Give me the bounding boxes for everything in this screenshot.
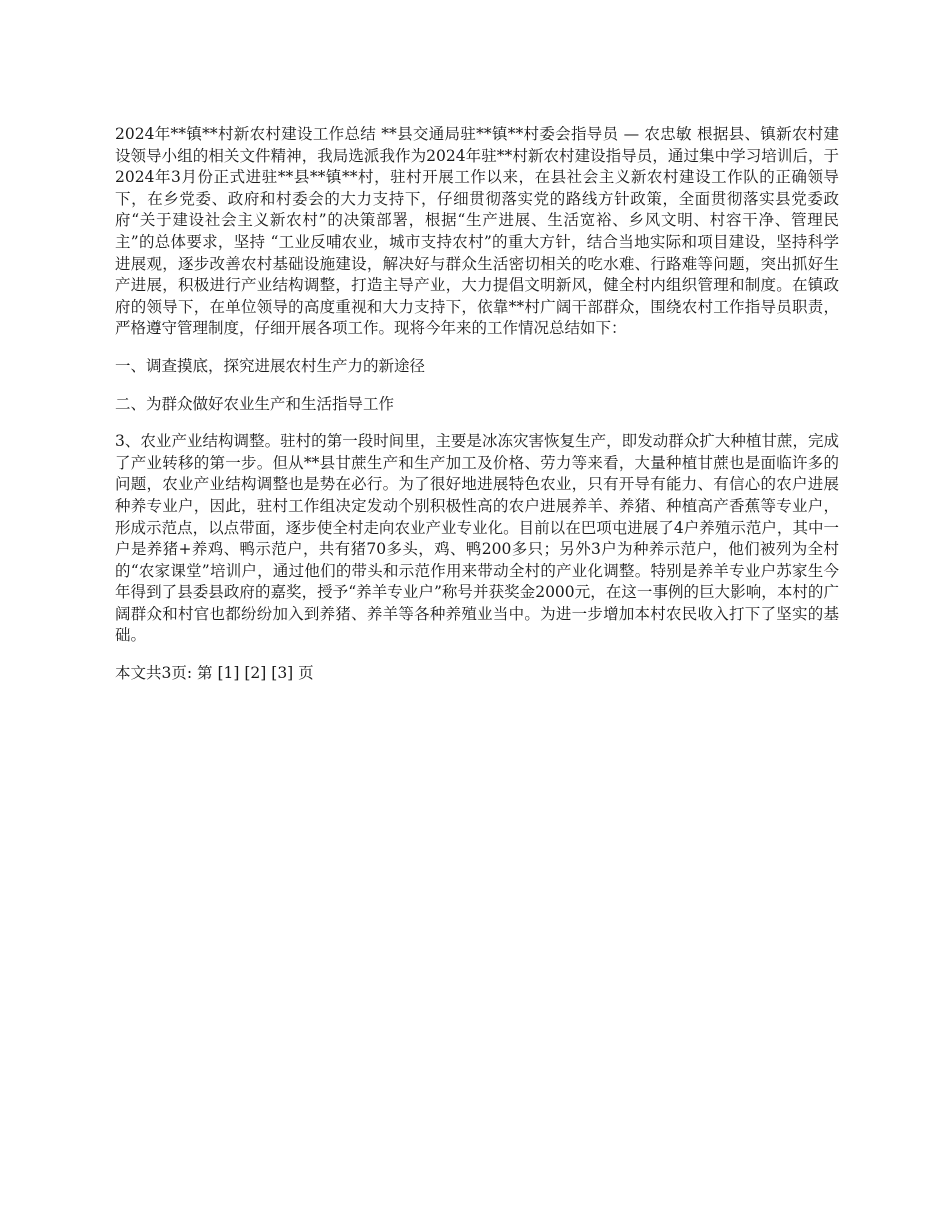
intro-paragraph: 2024年**镇**村新农村建设工作总结 **县交通局驻**镇**村委会指导员 — 农忠敏 根据县、镇新农村建设领导小组的相关文件精神，我局选派我作为2024年驻**村新农村建设指导员，通过集中学习培训后，于2024年3月份正式进驻**县**镇**村，驻村开展工作以来，在县社会主义新农村建设工作队的正确领导下，在乡党委、政府和村委会的大力支持下，仔细贯彻落实党的路线方针政策，全面贯彻落实县党委政府“关于建设社会主义新农村”的决策部署，根据“生产进展、生活宽裕、乡风文明、村容干净、管理民主”的总体要求，坚持 “工业反哺农业，城市支持农村”的重大方针，结合当地实际和项目建设，坚持科学进展观，逐步改善农村基础设施建设，解决好与群众生活密切相关的吃水难、行路难等问题，突出抓好生产进展，积极进行产业结构调整，打造主导产业，大力提倡文明新风，健全村内组织管理和制度。在镇政府的领导下，在单位领导的高度重视和大力支持下，依靠**村广阔干部群众，围绕农村工作指导员职责，严格遵守管理制度，仔细开展各项工作。现将今年来的工作情况总结如下：	[115, 125, 839, 338]
pagination-prefix: 本文共3页: 第	[115, 664, 213, 683]
section-heading-2: 二、为群众做好农业生产和生活指导工作	[115, 394, 395, 413]
page-link-2[interactable]: [2]	[244, 664, 267, 683]
industry-adjustment-paragraph: 3、农业产业结构调整。驻村的第一段时间里，主要是冰冻灾害恢复生产，即发动群众扩大种植甘蔗，完成了产业转移的第一步。但从**县甘蔗生产和生产加工及价格、劳力等来看，大量种植甘蔗也是面临许多的问题，农业产业结构调整也是势在必行。为了很好地进展特色农业，只有开导有能力、有信心的农户进展种养专业户，因此，驻村工作组决定发动个别积极性高的农户进展养羊、养猪、种植高产香蕉等专业户，形成示范点，以点带面，逐步使全村走向农业产业专业化。目前以在巴项屯进展了4户养殖示范户，其中一户是养猪+养鸡、鸭示范户，共有猪70多头，鸡、鸭200多只；另外3户为种养示范户，他们被列为全村的“农家课堂”培训户，通过他们的带头和示范作用来带动全村的产业化调整。特别是养羊专业户苏家生今年得到了县委县政府的嘉奖，授予“养羊专业户”称号并获奖金2000元，在这一事例的巨大影响，本村的广阔群众和村官也都纷纷加入到养猪、养羊等各种养殖业当中。为进一步增加本村农民收入打下了坚实的基础。	[115, 432, 839, 645]
section-heading-1: 一、调查摸底，探究进展农村生产力的新途径	[115, 356, 426, 375]
document-body	[115, 124, 839, 701]
page-link-3[interactable]: [3]	[271, 664, 294, 683]
pagination	[115, 663, 839, 685]
page-link-1[interactable]: [1]	[217, 664, 240, 683]
pagination-suffix: 页	[298, 664, 314, 683]
